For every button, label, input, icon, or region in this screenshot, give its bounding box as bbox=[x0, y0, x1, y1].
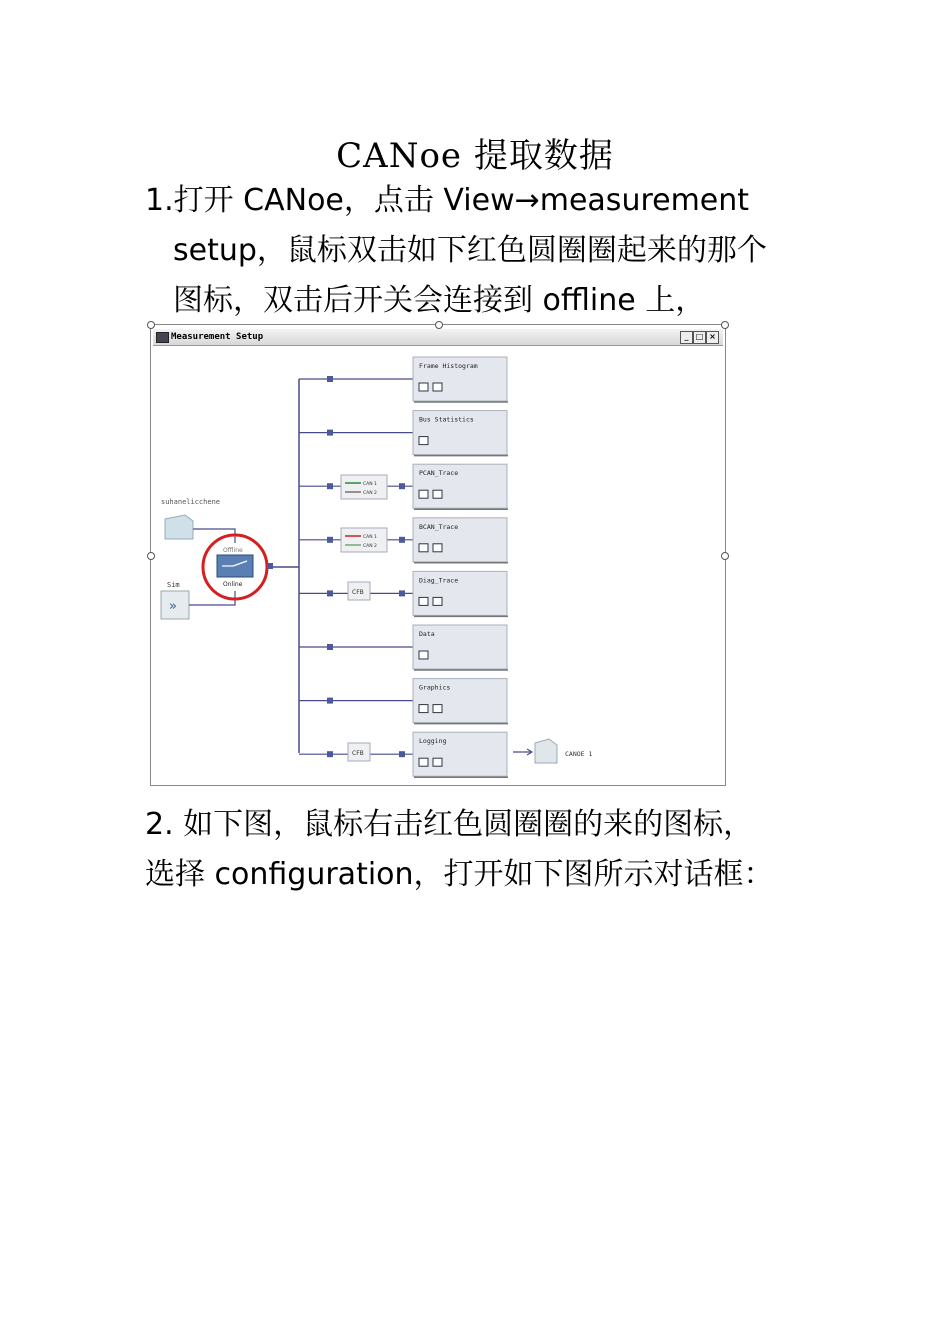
step-2-paragraph bbox=[145, 800, 810, 900]
folder-icon bbox=[165, 515, 193, 539]
step-1-line-2: setup，鼠标双击如下红色圆圈圈起来的那个 bbox=[173, 233, 767, 268]
block-label-graphics: Graphics bbox=[419, 683, 451, 692]
block-tool-icon[interactable] bbox=[433, 383, 442, 391]
step-2-line-1: 2. 如下图，鼠标右击红色圆圈圈的来的图标， bbox=[145, 807, 754, 842]
block-bcan-trace[interactable] bbox=[413, 518, 508, 563]
block-tool-icon[interactable] bbox=[433, 597, 442, 605]
block-label-pcan-trace: PCAN_Trace bbox=[419, 469, 459, 478]
block-label-diag-trace: Diag_Trace bbox=[419, 576, 459, 585]
setup-diagram bbox=[151, 325, 725, 785]
block-logging[interactable] bbox=[413, 732, 508, 777]
minimize-button[interactable]: _ bbox=[680, 331, 693, 344]
sim-arrows-icon: » bbox=[169, 599, 177, 614]
block-tool-icon[interactable] bbox=[433, 544, 442, 552]
block-tool-icon[interactable] bbox=[419, 437, 428, 445]
block-graphics[interactable] bbox=[413, 679, 508, 724]
block-bus-statistics[interactable] bbox=[413, 411, 508, 456]
step-1-paragraph bbox=[145, 176, 810, 326]
document-title: CANoe 提取数据 bbox=[336, 136, 614, 176]
window-title: Measurement Setup bbox=[171, 332, 264, 342]
block-diag-trace[interactable] bbox=[413, 571, 508, 616]
block-data[interactable] bbox=[413, 625, 508, 670]
block-tool-icon[interactable] bbox=[433, 758, 442, 766]
svg-text:CFB: CFB bbox=[352, 589, 364, 596]
block-tool-icon[interactable] bbox=[433, 490, 442, 498]
switch-online-label: Online bbox=[223, 581, 243, 588]
block-tool-icon[interactable] bbox=[419, 490, 428, 498]
block-label-bus-statistics: Bus Statistics bbox=[419, 415, 474, 424]
filter-block-bcan[interactable] bbox=[341, 528, 387, 552]
filter-block-pcan[interactable] bbox=[341, 475, 387, 499]
maximize-button[interactable]: □ bbox=[693, 331, 706, 344]
sim-label: Sim bbox=[167, 581, 180, 589]
block-label-logging: Logging bbox=[419, 737, 447, 746]
block-tool-icon[interactable] bbox=[419, 597, 428, 605]
svg-text:CAN 1: CAN 1 bbox=[363, 535, 377, 540]
block-label-frame-histogram: Frame Histogram bbox=[419, 362, 478, 370]
block-label-data: Data bbox=[419, 630, 435, 638]
step-2-line-2: 选择 configuration，打开如下图所示对话框： bbox=[145, 857, 774, 892]
block-tool-icon[interactable] bbox=[419, 383, 428, 391]
svg-text:CAN 2: CAN 2 bbox=[363, 544, 377, 549]
svg-text:CFB: CFB bbox=[352, 750, 364, 757]
logging-file-icon bbox=[535, 739, 557, 763]
svg-text:CAN 1: CAN 1 bbox=[363, 482, 377, 487]
block-tool-icon[interactable] bbox=[419, 705, 428, 713]
block-pcan-trace[interactable] bbox=[413, 464, 508, 509]
block-tool-icon[interactable] bbox=[419, 651, 428, 659]
block-label-bcan-trace: BCAN_Trace bbox=[419, 522, 459, 531]
cfb-block-logging[interactable] bbox=[348, 743, 370, 761]
block-frame-histogram[interactable] bbox=[413, 357, 508, 402]
step-1-line-3: 图标，双击后开关会连接到 offline 上， bbox=[173, 283, 706, 318]
measurement-setup-screenshot bbox=[150, 324, 726, 786]
logging-target-label: CANOE 1 bbox=[565, 750, 593, 758]
block-tool-icon[interactable] bbox=[419, 758, 428, 766]
cfb-block-diag[interactable] bbox=[348, 582, 370, 600]
switch-offline-label: Offline bbox=[223, 547, 243, 554]
left-source-label: suhanelicchene bbox=[161, 498, 221, 506]
block-tool-icon[interactable] bbox=[433, 705, 442, 713]
block-tool-icon[interactable] bbox=[419, 544, 428, 552]
close-button[interactable]: × bbox=[706, 331, 719, 344]
svg-text:CAN 2: CAN 2 bbox=[363, 491, 377, 496]
step-1-line-1: 1.打开 CANoe，点击 View→measurement bbox=[145, 183, 750, 218]
